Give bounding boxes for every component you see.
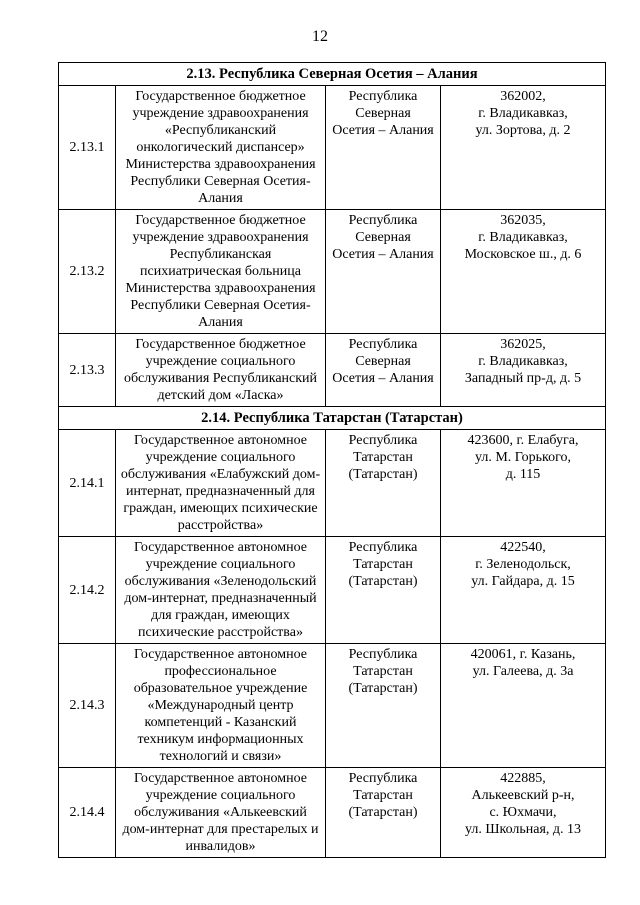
region-line: Осетия – Алания [332,371,434,386]
institution-name-line: учреждение здравоохранения [132,230,309,245]
section-header-row [59,407,606,430]
institution-name-line: учреждение социального [145,450,296,465]
institution-name-line: Государственное автономное [133,771,307,786]
row-number: 2.13.1 [59,86,116,210]
address-line: 423600, г. Елабуга, [467,433,579,448]
institution-name-line: технологий и связи» [159,749,282,764]
address [441,334,606,407]
institutions-table [58,62,606,858]
address-line: 420061, г. Казань, [470,647,576,662]
institution-name-line: техникум информационных [137,732,304,747]
address-line: д. 115 [505,467,541,482]
institution-name-line: обслуживания «Алькеевский [134,805,307,820]
address-line: 422885, [500,771,546,786]
institution-name-line: обслуживания Республиканский [123,371,318,386]
address-line: г. Владикавказ, [478,230,568,245]
institution-name [116,86,326,210]
region-line: Татарстан [353,450,413,465]
table-row [59,537,606,644]
institution-name-line: Алания [198,315,243,330]
institution-name-line: компетенций - Казанский [144,715,297,730]
institution-name [116,334,326,407]
region-line: Республика [348,771,418,786]
institution-name-line: учреждение социального [145,788,296,803]
institution-name-line: «Международный центр [147,698,294,713]
section-title: 2.13. Республика Северная Осетия – Алания [59,63,606,86]
institutions-table-body [59,63,606,858]
region-line: Республика [348,337,418,352]
institution-name-line: расстройства» [177,518,264,533]
institution-name-line: обслуживания «Елабужский дом- [120,467,321,482]
region-line: Республика [348,647,418,662]
institution-name [116,537,326,644]
region-line: Республика [348,89,418,104]
table-row [59,644,606,768]
address [441,210,606,334]
row-number: 2.14.3 [59,644,116,768]
row-number: 2.13.2 [59,210,116,334]
institution-name-line: дом-интернат, предназначенный [124,591,317,606]
region [326,644,441,768]
address-line: 362025, [500,337,546,352]
row-number: 2.13.3 [59,334,116,407]
row-number: 2.14.1 [59,430,116,537]
region [326,334,441,407]
institution-name-line: Государственное автономное [133,433,307,448]
section-header-row [59,63,606,86]
region-line: Республика [348,213,418,228]
region-line: (Татарстан) [348,574,418,589]
region [326,86,441,210]
address [441,86,606,210]
institution-name-line: психиатрическая больница [140,264,301,279]
region-line: Северная [355,354,411,369]
institution-name-line: Государственное бюджетное [135,89,306,104]
address-line: ул. Школьная, д. 13 [464,822,582,837]
table-row [59,430,606,537]
region-line: Осетия – Алания [332,247,434,262]
institution-name-line: Министерства здравоохранения [125,281,316,296]
institution-name-line: профессиональное [164,664,277,679]
region [326,537,441,644]
address-line: ул. М. Горького, [474,450,572,465]
address-line: 362035, [500,213,546,228]
table-row [59,86,606,210]
address [441,768,606,858]
address [441,430,606,537]
table-row [59,210,606,334]
region-line: Татарстан [353,664,413,679]
institution-name-line: Государственное автономное [133,540,307,555]
region-line: Северная [355,230,411,245]
institution-name-line: «Республиканский [164,123,277,138]
region-line: Татарстан [353,788,413,803]
institution-name-line: граждан, имеющих психические [123,501,318,516]
institution-name-line: дом-интернат для престарелых и [122,822,319,837]
institution-name-line: онкологический диспансер» [136,140,305,155]
address [441,644,606,768]
region-line: Татарстан [353,557,413,572]
address-line: ул. Гайдара, д. 15 [471,574,575,589]
region-line: (Татарстан) [348,805,418,820]
address-line: 362002, [500,89,546,104]
address-line: ул. Зортова, д. 2 [475,123,571,138]
institution-name-line: Государственное бюджетное [135,337,306,352]
region-line: Республика [348,433,418,448]
institution-name-line: для граждан, имеющих [151,608,290,623]
address-line: г. Зеленодольск, [475,557,571,572]
region-line: Северная [355,106,411,121]
row-number: 2.14.2 [59,537,116,644]
address [441,537,606,644]
section-title: 2.14. Республика Татарстан (Татарстан) [59,407,606,430]
institution-name-line: учреждение социального [145,354,296,369]
institution-name [116,210,326,334]
institution-name [116,768,326,858]
region-line: Республика [348,540,418,555]
institution-name-line: Республики Северная Осетия- [130,174,311,189]
institution-name [116,430,326,537]
institution-name-line: Алания [198,191,243,206]
institution-name-line: Министерства здравоохранения [125,157,316,172]
institution-name-line: Государственное бюджетное [135,213,306,228]
region [326,430,441,537]
row-number: 2.14.4 [59,768,116,858]
region-line: (Татарстан) [348,681,418,696]
region [326,768,441,858]
address-line: Московское ш., д. 6 [464,247,582,262]
region-line: Осетия – Алания [332,123,434,138]
institution-name-line: учреждение здравоохранения [132,106,309,121]
institution-name-line: Республики Северная Осетия- [130,298,311,313]
region-line: (Татарстан) [348,467,418,482]
institution-name-line: учреждение социального [145,557,296,572]
institution-name-line: детский дом «Ласка» [157,388,284,403]
institution-name-line: инвалидов» [185,839,256,854]
institution-name [116,644,326,768]
region [326,210,441,334]
institution-name-line: психические расстройства» [138,625,303,640]
address-line: с. Юхмачи, [489,805,557,820]
institution-name-line: образовательное учреждение [133,681,308,696]
table-row [59,334,606,407]
address-line: Западный пр-д, д. 5 [464,371,582,386]
page-number: 12 [312,28,328,45]
address-line: Алькеевский р-н, [471,788,575,803]
address-line: ул. Галеева, д. 3а [472,664,574,679]
table-row [59,768,606,858]
institution-name-line: обслуживания «Зеленодольский [124,574,317,589]
address-line: г. Владикавказ, [478,106,568,121]
institution-name-line: интернат, предназначенный для [126,484,315,499]
institution-name-line: Государственное автономное [133,647,307,662]
address-line: г. Владикавказ, [478,354,568,369]
address-line: 422540, [500,540,546,555]
institution-name-line: Республиканская [169,247,272,262]
